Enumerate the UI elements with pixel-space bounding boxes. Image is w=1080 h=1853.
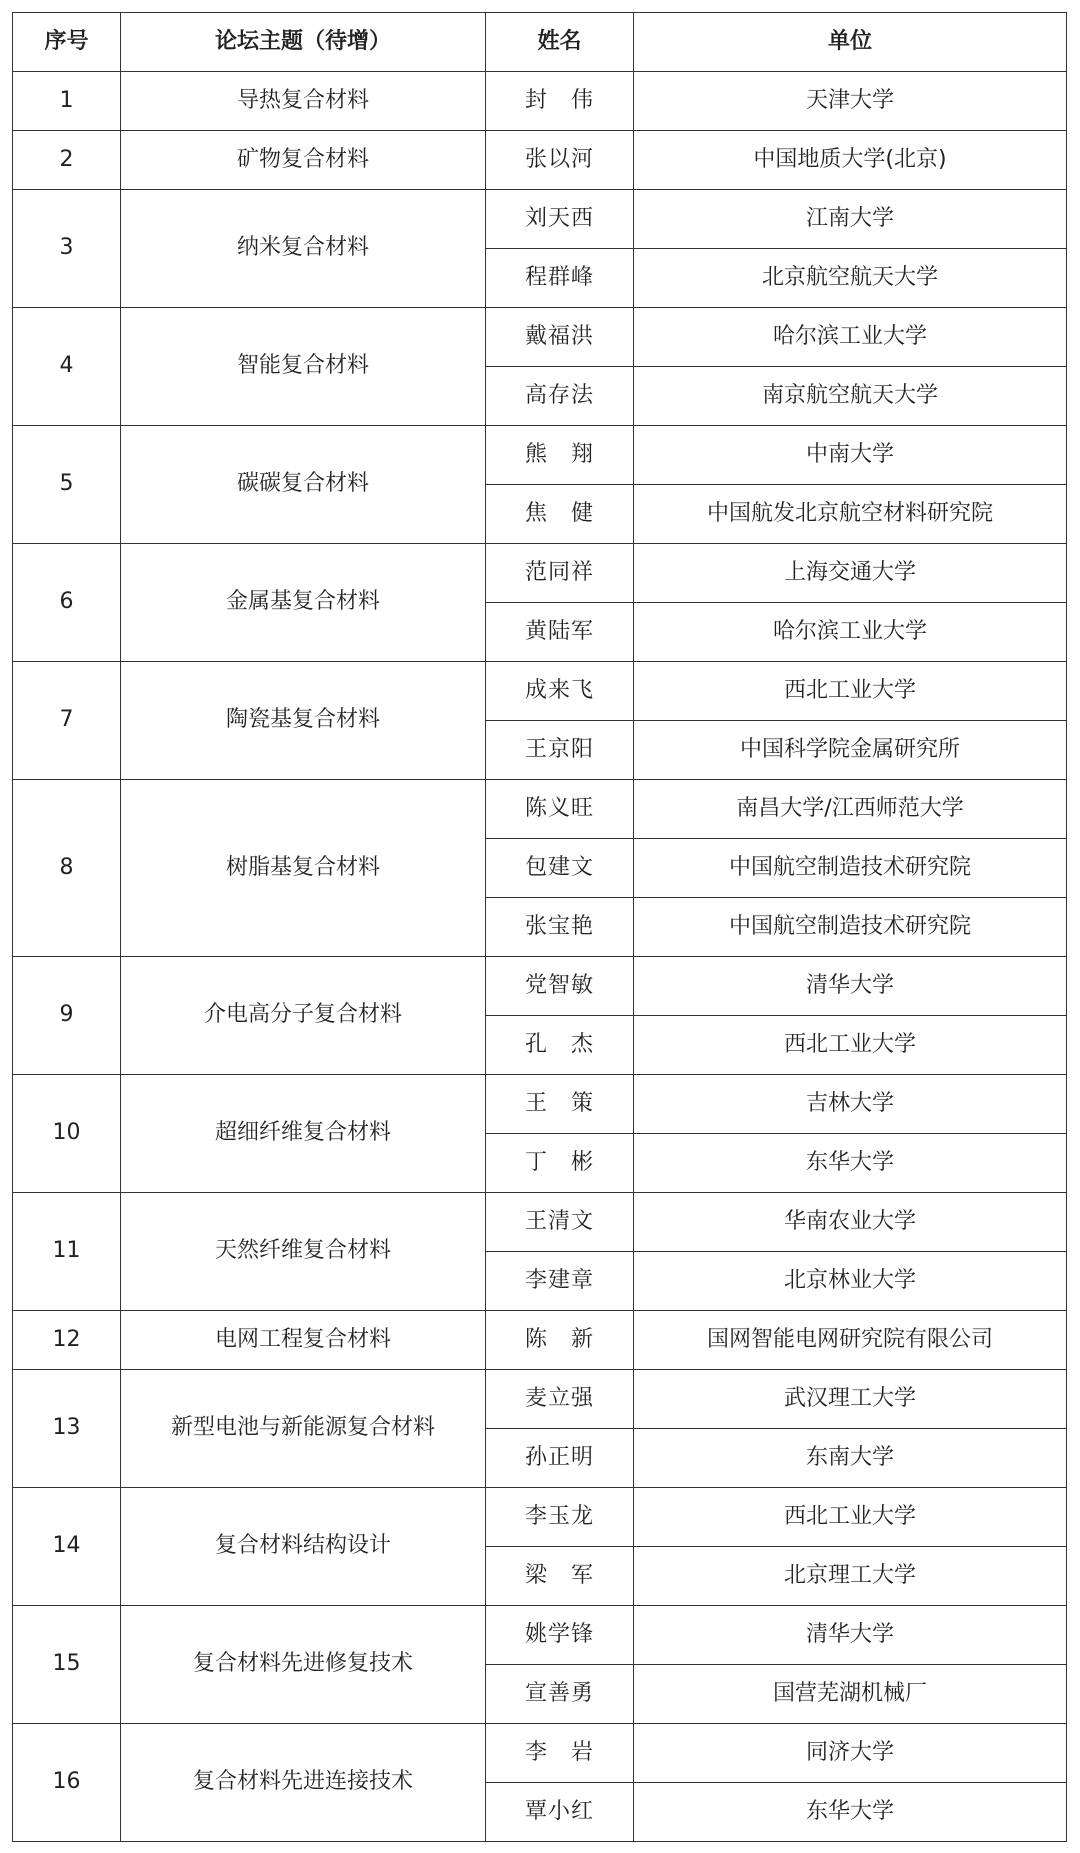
affiliation: 北京理工大学 xyxy=(634,1547,1067,1606)
row-number: 12 xyxy=(13,1311,121,1370)
table-row xyxy=(13,426,1067,485)
table-row xyxy=(13,1193,1067,1252)
forum-topic: 新型电池与新能源复合材料 xyxy=(121,1370,486,1488)
forum-topic: 金属基复合材料 xyxy=(121,544,486,662)
table-row xyxy=(13,957,1067,1016)
forum-topic: 陶瓷基复合材料 xyxy=(121,662,486,780)
forum-topic: 介电高分子复合材料 xyxy=(121,957,486,1075)
row-number: 5 xyxy=(13,426,121,544)
row-number: 10 xyxy=(13,1075,121,1193)
row-number: 9 xyxy=(13,957,121,1075)
table-row xyxy=(13,1075,1067,1134)
affiliation: 国营芜湖机械厂 xyxy=(634,1665,1067,1724)
affiliation: 上海交通大学 xyxy=(634,544,1067,603)
person-name: 党智敏 xyxy=(486,957,634,1016)
person-name: 宣善勇 xyxy=(486,1665,634,1724)
table-row xyxy=(13,1724,1067,1783)
row-number: 6 xyxy=(13,544,121,662)
affiliation: 哈尔滨工业大学 xyxy=(634,603,1067,662)
affiliation: 江南大学 xyxy=(634,190,1067,249)
person-name: 范同祥 xyxy=(486,544,634,603)
person-name: 张宝艳 xyxy=(486,898,634,957)
table-row xyxy=(13,662,1067,721)
header-no: 序号 xyxy=(13,13,121,72)
forum-topic: 碳碳复合材料 xyxy=(121,426,486,544)
person-name: 姚学锋 xyxy=(486,1606,634,1665)
row-number: 7 xyxy=(13,662,121,780)
affiliation: 西北工业大学 xyxy=(634,1016,1067,1075)
forum-topic: 电网工程复合材料 xyxy=(121,1311,486,1370)
forum-topic: 超细纤维复合材料 xyxy=(121,1075,486,1193)
header-unit: 单位 xyxy=(634,13,1067,72)
table-row xyxy=(13,190,1067,249)
table-row xyxy=(13,308,1067,367)
header-row xyxy=(13,13,1067,72)
person-name: 成来飞 xyxy=(486,662,634,721)
affiliation: 南京航空航天大学 xyxy=(634,367,1067,426)
affiliation: 中国地质大学(北京) xyxy=(634,131,1067,190)
row-number: 1 xyxy=(13,72,121,131)
person-name: 王 策 xyxy=(486,1075,634,1134)
person-name: 陈义旺 xyxy=(486,780,634,839)
row-number: 2 xyxy=(13,131,121,190)
person-name: 李建章 xyxy=(486,1252,634,1311)
person-name: 封 伟 xyxy=(486,72,634,131)
affiliation: 中国航空制造技术研究院 xyxy=(634,839,1067,898)
person-name: 孔 杰 xyxy=(486,1016,634,1075)
header-name: 姓名 xyxy=(486,13,634,72)
table-row xyxy=(13,1606,1067,1665)
forum-topic: 复合材料先进修复技术 xyxy=(121,1606,486,1724)
affiliation: 南昌大学/江西师范大学 xyxy=(634,780,1067,839)
row-number: 8 xyxy=(13,780,121,957)
table-row xyxy=(13,72,1067,131)
person-name: 黄陆军 xyxy=(486,603,634,662)
person-name: 王京阳 xyxy=(486,721,634,780)
forum-topic: 纳米复合材料 xyxy=(121,190,486,308)
person-name: 孙正明 xyxy=(486,1429,634,1488)
affiliation: 东华大学 xyxy=(634,1783,1067,1842)
person-name: 梁 军 xyxy=(486,1547,634,1606)
table-body xyxy=(13,72,1067,1842)
table-row xyxy=(13,544,1067,603)
person-name: 刘天西 xyxy=(486,190,634,249)
affiliation: 同济大学 xyxy=(634,1724,1067,1783)
person-name: 高存法 xyxy=(486,367,634,426)
person-name: 焦 健 xyxy=(486,485,634,544)
person-name: 麦立强 xyxy=(486,1370,634,1429)
affiliation: 中国航空制造技术研究院 xyxy=(634,898,1067,957)
affiliation: 武汉理工大学 xyxy=(634,1370,1067,1429)
row-number: 11 xyxy=(13,1193,121,1311)
table-row xyxy=(13,780,1067,839)
table-row xyxy=(13,1311,1067,1370)
forum-topic: 复合材料结构设计 xyxy=(121,1488,486,1606)
affiliation: 中国科学院金属研究所 xyxy=(634,721,1067,780)
person-name: 李 岩 xyxy=(486,1724,634,1783)
row-number: 13 xyxy=(13,1370,121,1488)
affiliation: 国网智能电网研究院有限公司 xyxy=(634,1311,1067,1370)
affiliation: 吉林大学 xyxy=(634,1075,1067,1134)
affiliation: 中南大学 xyxy=(634,426,1067,485)
person-name: 张以河 xyxy=(486,131,634,190)
forum-topic: 天然纤维复合材料 xyxy=(121,1193,486,1311)
person-name: 王清文 xyxy=(486,1193,634,1252)
forum-topic: 智能复合材料 xyxy=(121,308,486,426)
affiliation: 哈尔滨工业大学 xyxy=(634,308,1067,367)
affiliation: 西北工业大学 xyxy=(634,1488,1067,1547)
header-topic: 论坛主题（待增） xyxy=(121,13,486,72)
person-name: 熊 翔 xyxy=(486,426,634,485)
affiliation: 华南农业大学 xyxy=(634,1193,1067,1252)
row-number: 3 xyxy=(13,190,121,308)
affiliation: 北京林业大学 xyxy=(634,1252,1067,1311)
forum-table-container xyxy=(12,12,1067,1842)
person-name: 陈 新 xyxy=(486,1311,634,1370)
affiliation: 天津大学 xyxy=(634,72,1067,131)
person-name: 覃小红 xyxy=(486,1783,634,1842)
row-number: 15 xyxy=(13,1606,121,1724)
affiliation: 清华大学 xyxy=(634,1606,1067,1665)
person-name: 戴福洪 xyxy=(486,308,634,367)
affiliation: 东南大学 xyxy=(634,1429,1067,1488)
forum-topic: 树脂基复合材料 xyxy=(121,780,486,957)
person-name: 包建文 xyxy=(486,839,634,898)
affiliation: 清华大学 xyxy=(634,957,1067,1016)
person-name: 程群峰 xyxy=(486,249,634,308)
row-number: 4 xyxy=(13,308,121,426)
table-row xyxy=(13,131,1067,190)
forum-chairs-table xyxy=(12,12,1067,1842)
person-name: 李玉龙 xyxy=(486,1488,634,1547)
table-row xyxy=(13,1370,1067,1429)
forum-topic: 复合材料先进连接技术 xyxy=(121,1724,486,1842)
person-name: 丁 彬 xyxy=(486,1134,634,1193)
row-number: 14 xyxy=(13,1488,121,1606)
row-number: 16 xyxy=(13,1724,121,1842)
affiliation: 北京航空航天大学 xyxy=(634,249,1067,308)
affiliation: 西北工业大学 xyxy=(634,662,1067,721)
forum-topic: 导热复合材料 xyxy=(121,72,486,131)
affiliation: 中国航发北京航空材料研究院 xyxy=(634,485,1067,544)
forum-topic: 矿物复合材料 xyxy=(121,131,486,190)
table-row xyxy=(13,1488,1067,1547)
affiliation: 东华大学 xyxy=(634,1134,1067,1193)
